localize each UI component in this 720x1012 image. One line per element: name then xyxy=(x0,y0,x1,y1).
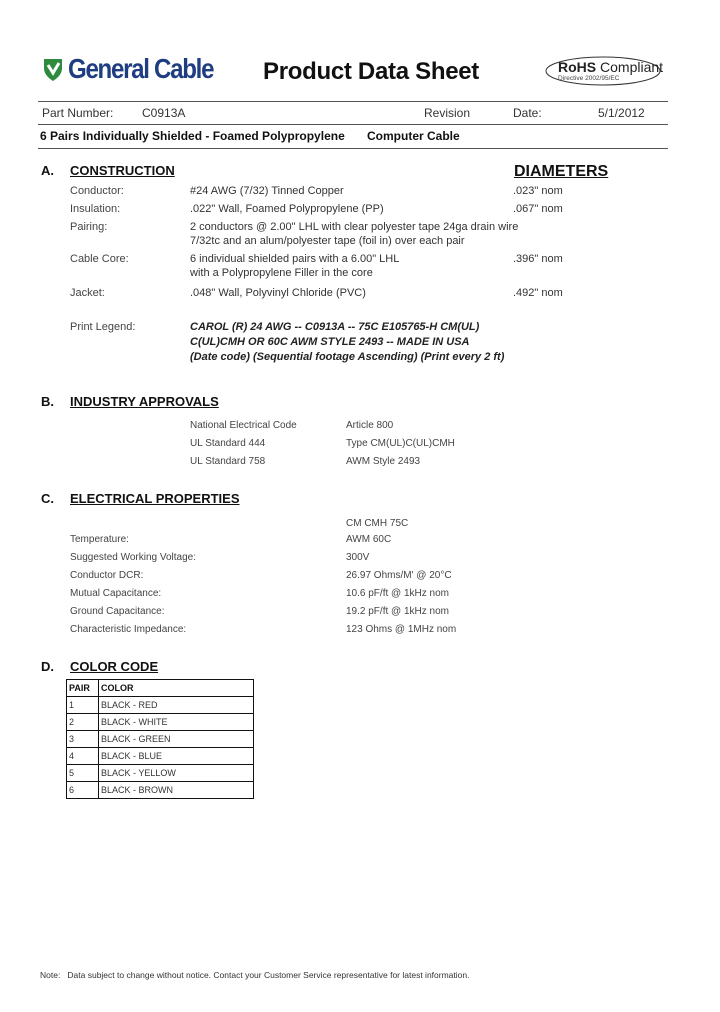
table-row xyxy=(67,731,254,748)
electrical-label: Conductor DCR: xyxy=(70,570,144,581)
product-category: Computer Cable xyxy=(367,129,460,143)
approval-value: Article 800 xyxy=(346,420,394,431)
pair-cell: 2 xyxy=(67,714,99,731)
table-row xyxy=(67,782,254,799)
electrical-value: 19.2 pF/ft @ 1kHz nom xyxy=(346,606,449,617)
print-legend-line: (Date code) (Sequential footage Ascending) (Print every 2 ft) xyxy=(190,351,505,363)
electrical-value: 26.97 Ohms/M' @ 20°C xyxy=(346,570,452,581)
table-header-row xyxy=(67,680,254,697)
construction-value-line2: 7/32tc and an alum/polyester tape (foil in) over each pair xyxy=(190,235,465,247)
section-title-color-code: COLOR CODE xyxy=(70,659,159,674)
part-number-value: C0913A xyxy=(142,106,186,120)
section-letter: A. xyxy=(41,163,54,178)
table-row xyxy=(67,697,254,714)
product-description: 6 Pairs Individually Shielded - Foamed Polypropylene xyxy=(40,129,345,143)
print-legend-line: CAROL (R) 24 AWG -- C0913A -- 75C E105765-H CM(UL) xyxy=(190,321,480,333)
color-cell: BLACK - YELLOW xyxy=(99,765,254,782)
construction-label: Jacket: xyxy=(70,287,105,299)
rohs-directive: Directive 2002/95/EC xyxy=(558,75,620,82)
part-number-label: Part Number: xyxy=(42,106,114,120)
revision-label: Revision xyxy=(424,106,471,120)
pair-cell: 6 xyxy=(67,782,99,799)
diameter-value: .396" nom xyxy=(513,253,563,265)
construction-label: Insulation: xyxy=(70,203,121,215)
section-letter: B. xyxy=(41,394,54,409)
construction-label: Pairing: xyxy=(70,221,108,233)
company-logo xyxy=(42,52,237,86)
electrical-label: Suggested Working Voltage: xyxy=(70,552,197,563)
electrical-value: 123 Ohms @ 1MHz nom xyxy=(346,624,457,635)
company-name: General Cable xyxy=(68,53,214,84)
approval-value: Type CM(UL)C(UL)CMH xyxy=(346,438,455,449)
electrical-label: Ground Capacitance: xyxy=(70,606,165,617)
construction-value-line2: with a Polypropylene Filler in the core xyxy=(190,267,373,279)
rohs-badge xyxy=(544,55,662,87)
color-code-table xyxy=(66,679,254,799)
print-legend-line: C(UL)CMH OR 60C AWM STYLE 2493 -- MADE IN USA xyxy=(190,336,470,348)
construction-value: .022" Wall, Foamed Polypropylene (PP) xyxy=(190,203,384,215)
section-title-electrical: ELECTRICAL PROPERTIES xyxy=(70,491,240,506)
section-title-approvals: INDUSTRY APPROVALS xyxy=(70,394,219,409)
approval-value: AWM Style 2493 xyxy=(346,456,421,467)
electrical-value: 300V xyxy=(346,552,370,563)
construction-value: .048" Wall, Polyvinyl Chloride (PVC) xyxy=(190,287,366,299)
section-title-construction: CONSTRUCTION xyxy=(70,163,175,178)
pair-cell: 1 xyxy=(67,697,99,714)
color-cell: BLACK - BLUE xyxy=(99,748,254,765)
print-legend-label: Print Legend: xyxy=(70,321,136,333)
page-title: Product Data Sheet xyxy=(263,58,479,85)
divider xyxy=(38,101,668,102)
color-cell: BLACK - GREEN xyxy=(99,731,254,748)
construction-value: 6 individual shielded pairs with a 6.00" LHL xyxy=(190,253,400,265)
date-value: 5/1/2012 xyxy=(598,106,645,120)
diameter-value: .492" nom xyxy=(513,287,563,299)
rating-line: CM CMH 75C xyxy=(346,518,409,529)
electrical-label: Characteristic Impedance: xyxy=(70,624,187,635)
table-row xyxy=(67,714,254,731)
color-cell: BLACK - RED xyxy=(99,697,254,714)
diameters-heading: DIAMETERS xyxy=(514,163,609,180)
pair-cell: 3 xyxy=(67,731,99,748)
approval-name: UL Standard 758 xyxy=(190,456,266,467)
diameter-value: .067" nom xyxy=(513,203,563,215)
approval-name: National Electrical Code xyxy=(190,420,297,431)
color-cell: BLACK - BROWN xyxy=(99,782,254,799)
section-letter: C. xyxy=(41,491,54,506)
construction-value: 2 conductors @ 2.00" LHL with clear polyester tape 24ga drain wire xyxy=(190,221,519,233)
column-header: COLOR xyxy=(99,680,254,697)
diameter-value: .023" nom xyxy=(513,185,563,197)
electrical-label: Temperature: xyxy=(70,534,129,545)
pair-cell: 4 xyxy=(67,748,99,765)
electrical-value: AWM 60C xyxy=(346,534,392,545)
divider xyxy=(38,148,668,149)
column-header: PAIR xyxy=(67,680,99,697)
footer-note: Note: Data subject to change without notice. Contact your Customer Service representative for latest information. xyxy=(40,970,470,980)
general-cable-logo-icon xyxy=(42,56,64,82)
pair-cell: 5 xyxy=(67,765,99,782)
construction-label: Cable Core: xyxy=(70,253,129,265)
date-label: Date: xyxy=(513,106,542,120)
approval-name: UL Standard 444 xyxy=(190,438,266,449)
table-row xyxy=(67,748,254,765)
construction-value: #24 AWG (7/32) Tinned Copper xyxy=(190,185,344,197)
color-cell: BLACK - WHITE xyxy=(99,714,254,731)
table-row xyxy=(67,765,254,782)
electrical-value: 10.6 pF/ft @ 1kHz nom xyxy=(346,588,449,599)
divider xyxy=(38,124,668,125)
construction-label: Conductor: xyxy=(70,185,124,197)
electrical-label: Mutual Capacitance: xyxy=(70,588,162,599)
rohs-label: RoHS Compliant xyxy=(558,59,664,75)
section-letter: D. xyxy=(41,659,54,674)
